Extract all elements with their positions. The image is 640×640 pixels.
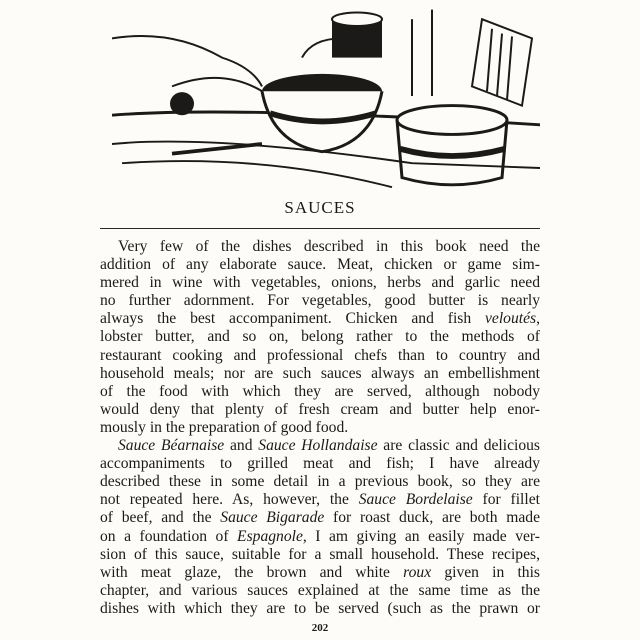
text-line [100,274,540,292]
text-line [100,528,540,546]
text-segment: of the food with which they are served, although nobody [100,382,540,400]
text-segment: no further adornment. For vegetables, good butter is nearly [100,292,540,310]
text-line [100,419,540,437]
text-line [100,328,540,346]
text-segment: chapter, and various sauces explained at the same time as the [100,581,540,599]
text-line [100,347,540,365]
text-line [100,582,540,600]
text-line [100,365,540,383]
text-segment: , I am giving an easily made ver- [302,527,540,545]
text-line [100,455,540,473]
body-text [100,238,540,618]
text-segment: restaurant cooking and professional chefs than to country and [100,346,540,364]
text-line [100,600,540,618]
text-line [100,310,540,328]
text-segment: mered in wine with vegetables, onions, herbs and garlic need [100,274,540,292]
text-segment: addition of any elaborate sauce. Meat, chicken or game sim- [100,256,540,274]
italic-term: Sauce Bordelaise [358,491,473,509]
text-line [100,401,540,419]
text-segment: dishes with which they are to be served (such as the prawn or [100,599,540,617]
text-segment: would deny that plenty of fresh cream and butter help enor- [100,400,540,418]
text-line [100,292,540,310]
page-number: 202 [311,622,329,634]
text-segment: household meals; nor are such sauces always an embellishment [100,364,540,382]
text-segment: Very few of the dishes described in this book need the [118,238,540,255]
italic-term: Sauce Hollandaise [258,437,378,455]
italic-term: veloutés [485,310,537,328]
text-line [100,491,540,509]
italic-term: Espagnole [237,527,303,545]
italic-term: Sauce Béarnaise [118,437,225,455]
text-segment: sion of this sauce, suitable for a small household. These recipes, [100,545,540,563]
text-segment: lobster butter, and so on, belong rather to the methods of [100,328,540,346]
text-segment: mously in the preparation of good food. [100,418,349,436]
text-line [100,256,540,274]
text-line [100,509,540,527]
italic-term: roux [403,563,432,581]
text-segment: given in this [431,563,540,581]
text-segment: with meat glaze, the brown and white [100,563,404,581]
title-rule [100,228,540,229]
chapter-title: SAUCES [284,198,356,217]
text-line [100,473,540,491]
text-segment: accompaniments to grilled meat and fish; I have already [100,455,540,473]
italic-term: Sauce Bigarade [220,509,325,527]
text-segment: of beef, and the [100,509,221,527]
text-segment: for fillet [472,491,540,509]
text-segment: on a foundation of [100,527,238,545]
text-line [100,437,540,455]
kitchen-illustration [112,0,540,192]
text-segment: are classic and delicious [377,437,540,455]
text-segment: for roast duck, are both made [324,509,540,527]
text-segment: described these in some detail in a previous book, so they are [100,473,540,491]
text-line [100,383,540,401]
text-segment: always the best accompaniment. Chicken and fish [100,310,485,328]
text-segment: , [536,310,540,328]
text-segment: not repeated here. As, however, the [100,491,359,509]
text-line [100,564,540,582]
text-segment: and [224,437,259,455]
text-line [100,546,540,564]
text-line [100,238,540,256]
